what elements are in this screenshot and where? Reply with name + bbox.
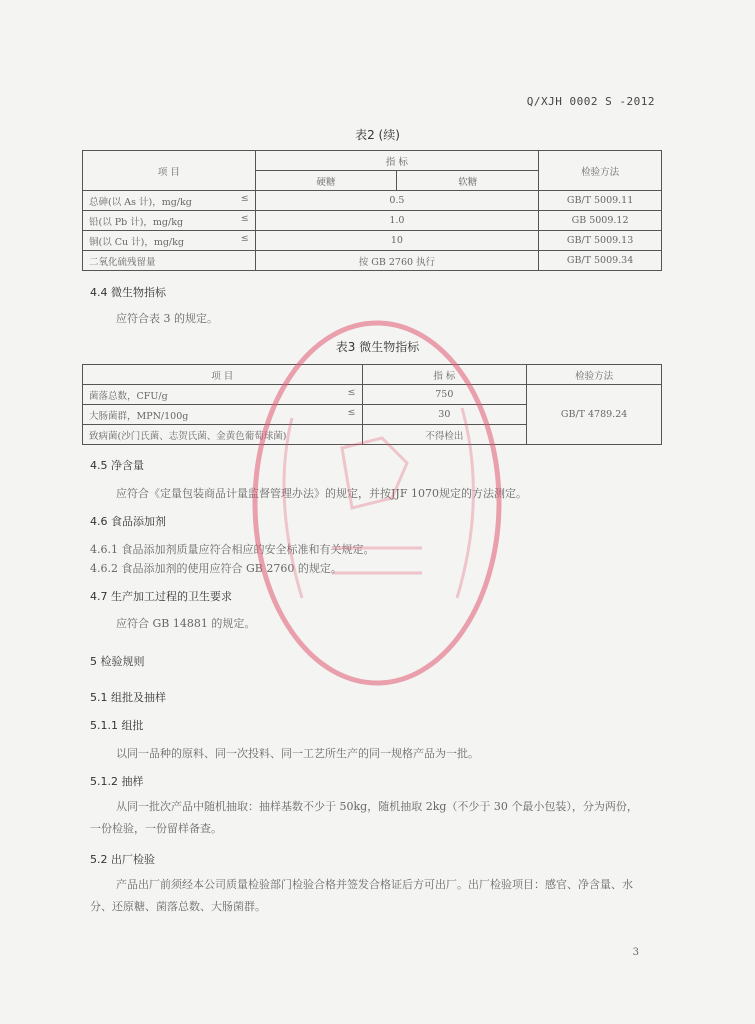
table-row [83,211,662,231]
section-heading: 5.2 出厂检验 [90,853,155,866]
le-sign: ≤ [240,213,249,224]
row-method: GB/T 5009.11 [539,191,662,211]
company-seal-stamp [232,298,522,708]
section-heading: 5.1.1 组批 [90,719,144,732]
table2-head-hard-candy: 硬糖 [255,171,397,191]
section-heading: 4.5 净含量 [90,459,144,472]
table3-head-item: 项 目 [83,365,363,385]
row-label: 大肠菌群，MPN/100g [89,410,189,422]
section-text: 应符合《定量包装商品计量监督管理办法》的规定，并按JJF 1070规定的方法测定。 [116,487,527,500]
table2-head-method: 检验方法 [539,151,662,191]
row-method: GB/T 5009.34 [539,251,662,271]
table-row [83,231,662,251]
le-sign: ≤ [240,193,249,204]
section-heading: 4.4 微生物指标 [90,286,166,299]
section-text: 应符合表 3 的规定。 [116,312,218,325]
table-row [83,191,662,211]
row-label: 致病菌(沙门氏菌、志贺氏菌、金黄色葡萄球菌) [89,430,287,442]
table2-head-soft-candy: 软糖 [397,171,539,191]
row-value: 10 [255,231,538,251]
le-sign: ≤ [347,387,356,398]
section-heading: 4.6 食品添加剂 [90,515,166,528]
row-value: 30 [362,405,527,425]
section-heading: 5.1 组批及抽样 [90,691,166,704]
table3-head-indicator: 指 标 [362,365,527,385]
clause-4-6-1: 4.6.1 食品添加剂质量应符合相应的安全标准和有关规定。 [90,543,375,556]
standard-code: Q/XJH 0002 S -2012 [526,95,655,108]
row-method: GB 5009.12 [539,211,662,231]
le-sign: ≤ [240,233,249,244]
page-number: 3 [632,947,639,958]
row-value: 不得检出 [362,425,527,445]
table3-method: GB/T 4789.24 [527,385,662,445]
row-label: 菌落总数，CFU/g [89,390,168,402]
row-label: 二氧化硫残留量 [89,256,156,268]
section-text: 应符合 GB 14881 的规定。 [116,617,256,630]
section-heading: 4.7 生产加工过程的卫生要求 [90,590,232,603]
table3-head-method: 检验方法 [527,365,662,385]
section-heading: 5 检验规则 [90,655,145,668]
table3 [82,364,662,445]
table2-head-indicator: 指 标 [255,151,538,171]
section-text: 产品出厂前须经本公司质量检验部门检验合格并签发合格证后方可出厂。出厂检验项目：感官、净含量、水分、还原糖、菌落总数、大肠菌群。 [90,878,633,913]
le-sign: ≤ [347,407,356,418]
row-method: GB/T 5009.13 [539,231,662,251]
row-value: 按 GB 2760 执行 [255,251,538,271]
section-heading: 5.1.2 抽样 [90,775,144,788]
clause-4-6-2: 4.6.2 食品添加剂的使用应符合 GB 2760 的规定。 [90,562,342,575]
table-row [83,251,662,271]
table2-caption: 表2 (续) [355,128,400,142]
row-label: 铜(以 Cu 计)，mg/kg [89,236,184,248]
section-text: 从同一批次产品中随机抽取：抽样基数不少于 50kg，随机抽取 2kg（不少于 30 个最小包装），分为两份，一份检验，一份留样备查。 [90,800,638,835]
table2 [82,150,662,271]
row-value: 1.0 [255,211,538,231]
table-row [83,385,662,405]
row-label: 总砷(以 As 计)，mg/kg [89,196,192,208]
row-value: 750 [362,385,527,405]
row-label: 铅(以 Pb 计)，mg/kg [89,216,184,228]
table3-caption: 表3 微生物指标 [335,340,420,354]
section-text: 以同一品种的原料、同一次投料、同一工艺所生产的同一规格产品为一批。 [116,747,479,760]
row-value: 0.5 [255,191,538,211]
table2-head-item: 项 目 [83,151,256,191]
